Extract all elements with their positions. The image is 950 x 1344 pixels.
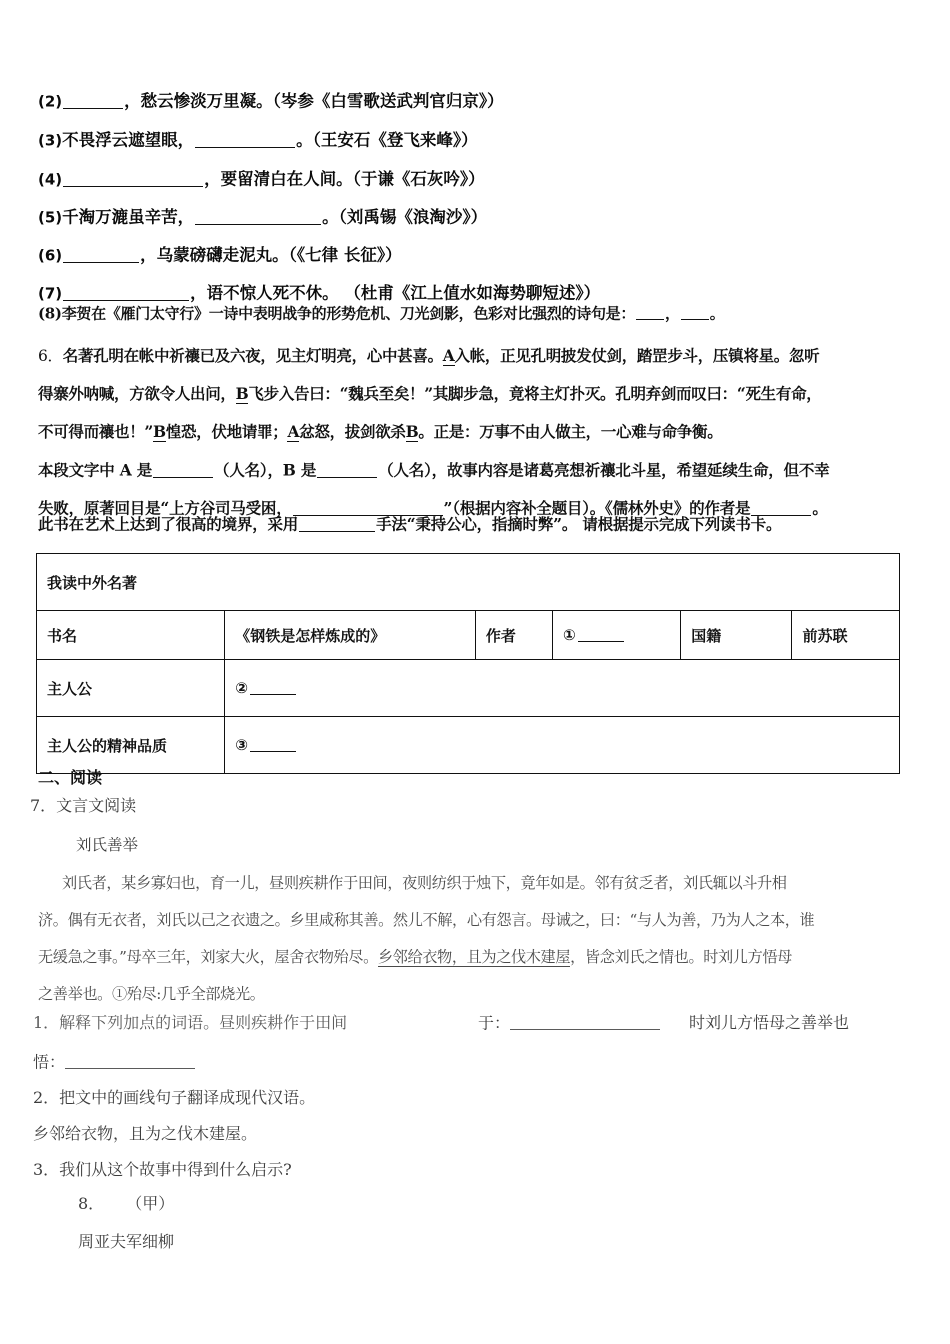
item6-lead-text: 名著孔明在帐中祈禳已及六夜，见主灯明亮，心中甚喜。 — [62, 346, 443, 365]
poetry-item-2 — [38, 92, 504, 110]
item6-line3-rest: 。正是：万事不由人做主，一心难与命争衡。 — [418, 422, 723, 441]
item6-line3-mid1: 惶恐，伏地请罪； — [165, 422, 288, 441]
poetry-item-3-number: (3) — [38, 131, 63, 150]
poetry-item-3-blank[interactable] — [195, 131, 295, 148]
wenyan-question-2-sentence: 乡邻给衣物，且为之伐木建屋。 — [33, 1124, 258, 1143]
poetry-item-8-blank-2[interactable] — [681, 305, 709, 320]
poetry-item-4-blank[interactable] — [63, 170, 203, 187]
item6-narrative-line-1 — [38, 348, 819, 365]
item6-answer-l1-p3: （人名），故事内容是诸葛亮想祈禳北斗星，希望延续生命，但不幸 — [378, 460, 830, 480]
poetry-item-7-blank[interactable] — [63, 284, 189, 301]
cell-spirit-blank[interactable] — [250, 738, 296, 753]
item6-line2-pre: 得寨外呐喊，方欲令人出问， — [38, 384, 236, 403]
poetry-item-8-blank-1[interactable] — [636, 305, 664, 320]
cell-spirit-marker: ③ — [235, 736, 248, 754]
item6-line2-rest: 飞步入告曰：“魏兵至矣！”其脚步急，竟将主灯扑灭。孔明弃剑而叹曰：“死生有命， — [248, 384, 822, 403]
poetry-item-8-separator: ， — [665, 304, 680, 323]
poetry-item-5-number: (5) — [38, 208, 63, 227]
wenyan-question-1-yu-label — [478, 1015, 660, 1031]
poetry-item-2-blank[interactable] — [63, 92, 123, 109]
poetry-item-2-number: (2) — [38, 92, 63, 111]
poetry-item-4-number: (4) — [38, 170, 63, 189]
item6-answer-l1-p1: 本段文字中 A 是 — [38, 460, 153, 480]
poetry-item-7 — [38, 284, 600, 302]
item6-narrative-line-2 — [38, 386, 821, 402]
item6-answer-blank-b[interactable] — [317, 462, 377, 478]
wenyan-question-2: 2．把文中的画线句子翻译成现代汉语。 — [33, 1088, 316, 1107]
item6-char-a-2: A — [287, 422, 300, 441]
cell-nationality-label: 国籍 — [681, 611, 792, 660]
item6-char-b-2: B — [153, 422, 166, 441]
poetry-item-6 — [38, 246, 402, 264]
poetry-item-3-post: 。（王安石《登飞来峰》） — [296, 130, 478, 150]
poetry-item-8-end: 。 — [709, 304, 725, 323]
item6-char-a-1: A — [442, 346, 455, 365]
item6-char-b-1: B — [235, 384, 249, 403]
table-caption-cell: 我读中外名著 — [37, 554, 900, 611]
table-row-caption — [37, 554, 900, 611]
book-reading-card-table — [36, 553, 900, 774]
item6-char-b-3: B — [405, 422, 419, 441]
wenyan-line-3-head: 无缓急之事。”母卒三年，刘家大火，屋舍衣物殆尽。 — [38, 948, 378, 966]
poetry-item-3-pre: 不畏浮云遮望眼， — [62, 130, 195, 150]
item6-answer-blank-chapter[interactable] — [293, 500, 443, 516]
wenyan-line-3-tail: ，皆念刘氏之情也。时刘儿方悟母 — [570, 948, 792, 966]
poetry-item-7-post: ，语不惊人死不休。 （杜甫《江上值水如海势聊短述》） — [190, 283, 601, 303]
poetry-item-6-post: ，乌蒙磅礴走泥丸。（《七律 长征》） — [140, 245, 402, 265]
cell-author-label: 作者 — [475, 611, 552, 660]
cell-book-title-value: 《钢铁是怎样炼成的》 — [225, 611, 476, 660]
wenyan-underlined-sentence: 乡邻给衣物，且为之伐木建屋 — [377, 948, 571, 966]
cell-author-value[interactable] — [552, 611, 680, 660]
cell-protagonist-label: 主人公 — [37, 660, 225, 717]
table-row — [37, 660, 900, 717]
item6-answer-line-3 — [38, 516, 781, 532]
wenyan-line-2: 济。偶有无衣者，刘氏以己之衣遗之。乡里咸称其善。然儿不解，心有怨言。母诫之，曰：“与人为善，乃为人之本，谁 — [38, 911, 815, 929]
table-row — [37, 611, 900, 660]
poetry-item-6-blank[interactable] — [63, 246, 139, 263]
poetry-item-4-post: ，要留清白在人间。（于谦《石灰吟》） — [204, 169, 485, 189]
wenyan-passage-title: 刘氏善举 — [76, 836, 139, 854]
item6-answer-blank-a[interactable] — [153, 462, 213, 478]
item6-answer-l3-p2: 手法“秉持公心，指摘时弊”。 请根据提示完成下列读书卡。 — [376, 514, 782, 534]
item6-line3-mid2: 忿怒，拔剑欲杀 — [299, 422, 406, 441]
question-8-label: （甲） — [126, 1194, 175, 1213]
item6-answer-l3-p1: 此书在艺术上达到了很高的境界，采用 — [38, 514, 299, 534]
wenyan-q1-wu-text: 悟： — [33, 1052, 66, 1072]
cell-protagonist-value[interactable] — [225, 660, 900, 717]
wenyan-q1-yu-text: 于： — [478, 1013, 511, 1033]
question-7-heading: 7．文言文阅读 — [30, 796, 137, 815]
wenyan-question-1-wu-label — [33, 1054, 195, 1070]
wenyan-q1-wu-blank[interactable] — [65, 1054, 195, 1069]
poetry-item-3 — [38, 131, 478, 149]
cell-protagonist-blank[interactable] — [250, 681, 296, 696]
cell-nationality-value: 前苏联 — [792, 611, 900, 660]
question-8-heading — [78, 1196, 174, 1212]
item6-number: 6． — [38, 347, 63, 365]
poetry-item-5-blank[interactable] — [195, 208, 321, 225]
cell-spirit-label: 主人公的精神品质 — [37, 717, 225, 774]
cell-protagonist-marker: ② — [235, 679, 248, 697]
question-8-title: 周亚夫军细柳 — [78, 1232, 175, 1251]
item6-line3-pre: 不可得而禳也！” — [38, 422, 154, 441]
item6-answer-blank-author[interactable] — [751, 500, 811, 516]
item6-answer-l2-p2: ”（根据内容补全题目）。《儒林外史》的作者是 — [443, 498, 751, 518]
wenyan-line-4: 之善举也。①殆尽:几乎全部烧光。 — [38, 985, 265, 1003]
item6-answer-line-1 — [38, 462, 829, 478]
item6-answer-blank-technique[interactable] — [299, 516, 375, 532]
wenyan-line-1: 刘氏者，某乡寡妇也，育一儿，昼则疾耕作于田间，夜则纺织于烛下，竟年如是。邻有贫乏者，刘氏辄以斗升相 — [62, 874, 787, 892]
poetry-item-5 — [38, 208, 487, 226]
item6-line1-rest: 入帐，正见孔明披发仗剑，踏罡步斗，压镇将星。忽听 — [454, 346, 820, 365]
table-row — [37, 717, 900, 774]
wenyan-question-1: 1．解释下列加点的词语。昼则疾耕作于田间 — [33, 1013, 348, 1032]
poetry-item-5-post: 。（刘禹锡《浪淘沙》） — [322, 207, 488, 227]
cell-author-marker: ① — [562, 626, 576, 644]
wenyan-q1-yu-blank[interactable] — [510, 1015, 660, 1030]
question-8-number: 8． — [78, 1194, 105, 1213]
poetry-item-2-post: ，愁云惨淡万里凝。（岑参《白雪歌送武判官归京》） — [124, 91, 504, 111]
poetry-item-8-text: 李贺在《雁门太守行》一诗中表明战争的形势危机、刀光剑影，色彩对比强烈的诗句是： — [61, 304, 636, 323]
poetry-item-6-number: (6) — [38, 246, 63, 265]
wenyan-question-1-right: 时刘儿方悟母之善举也 — [689, 1013, 850, 1032]
item6-answer-l2-p1: 失败，原著回目是“上方谷司马受困， — [38, 498, 292, 518]
cell-book-title-label: 书名 — [37, 611, 225, 660]
poetry-item-5-pre: 千淘万漉虽辛苦， — [62, 207, 195, 227]
wenyan-line-3 — [38, 950, 792, 965]
cell-spirit-value[interactable] — [225, 717, 900, 774]
section-2-heading: 二、阅读 — [38, 768, 103, 787]
wenyan-question-3: 3．我们从这个故事中得到什么启示? — [33, 1160, 292, 1179]
item6-narrative-line-3 — [38, 424, 722, 440]
cell-author-blank[interactable] — [578, 628, 624, 643]
item6-answer-l1-p2: （人名），B 是 — [214, 460, 317, 480]
poetry-item-8 — [38, 305, 724, 321]
poetry-item-4 — [38, 170, 485, 188]
item6-answer-l2-p3: 。 — [812, 498, 828, 518]
poetry-item-7-number: (7) — [38, 284, 63, 303]
poetry-item-8-number: (8) — [38, 304, 62, 323]
